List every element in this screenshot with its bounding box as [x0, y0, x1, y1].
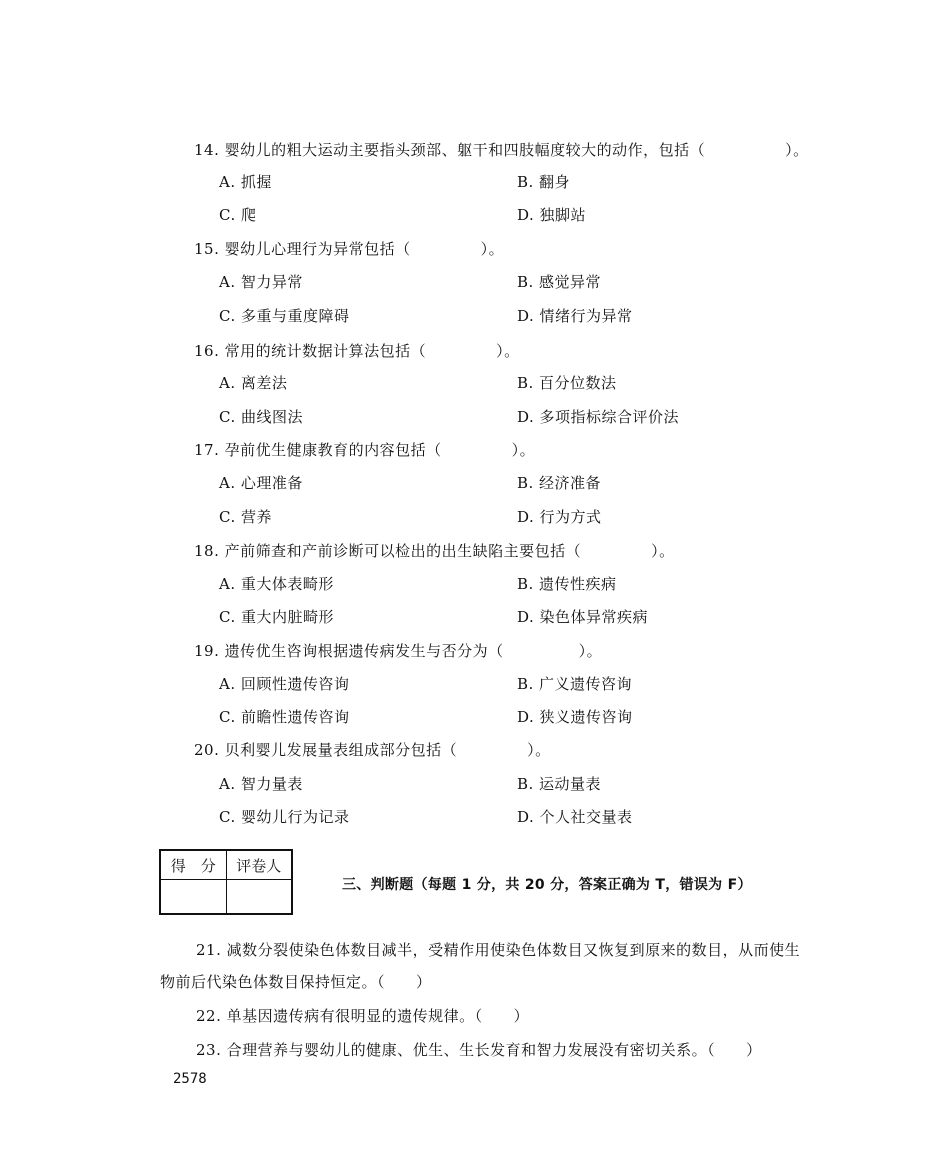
question-16-option-a: A. 离差法 — [219, 374, 288, 392]
question-15-option-a: A. 智力异常 — [219, 273, 303, 291]
question-18-stem — [194, 541, 675, 561]
question-19-option-a: A. 回顾性遗传咨询 — [219, 675, 350, 693]
question-20-stem — [194, 740, 551, 760]
question-21-line1: 21. 减数分裂使染色体数目减半，受精作用使染色体数目又恢复到原来的数目，从而使生 — [196, 941, 801, 959]
score-label: 得 分 — [160, 850, 226, 880]
question-23: 23. 合理营养与婴幼儿的健康、优生、生长发育和智力发展没有密切关系。（ ） — [196, 1041, 762, 1059]
question-16-option-d: D. 多项指标综合评价法 — [517, 408, 680, 426]
question-19-stem — [194, 641, 602, 661]
question-20-option-d: D. 个人社交量表 — [517, 808, 633, 826]
question-17-stem — [194, 440, 535, 460]
score-cell — [160, 880, 226, 915]
question-text: 婴幼儿心理行为异常包括（ — [224, 240, 411, 258]
question-number: 16. — [194, 342, 220, 360]
question-15-stem — [194, 239, 504, 259]
question-18-option-d: D. 染色体异常疾病 — [517, 608, 649, 626]
question-18-option-a: A. 重大体表畸形 — [219, 575, 334, 593]
question-18-option-b: B. 遗传性疾病 — [517, 575, 617, 593]
question-14-option-c: C. 爬 — [219, 206, 257, 224]
page-number: 2578 — [173, 1071, 207, 1087]
question-18-option-c: C. 重大内脏畸形 — [219, 608, 334, 626]
question-text: 常用的统计数据计算法包括（ — [224, 342, 427, 360]
question-close: ）。 — [527, 741, 551, 759]
question-19-option-d: D. 狭义遗传咨询 — [517, 708, 633, 726]
question-14-stem — [194, 140, 809, 160]
question-close: ）。 — [785, 141, 809, 159]
question-close: ）。 — [651, 542, 675, 560]
question-number: 20. — [194, 741, 220, 759]
question-16-option-b: B. 百分位数法 — [517, 374, 617, 392]
question-20-option-a: A. 智力量表 — [219, 775, 303, 793]
question-19-option-b: B. 广义遗传咨询 — [517, 675, 633, 693]
question-text: 孕前优生健康教育的内容包括（ — [224, 441, 442, 459]
question-19-option-c: C. 前瞻性遗传咨询 — [219, 708, 350, 726]
question-16-stem — [194, 341, 520, 361]
question-15-option-b: B. 感觉异常 — [517, 273, 602, 291]
grader-label: 评卷人 — [226, 850, 292, 880]
question-number: 18. — [194, 542, 220, 560]
question-number: 19. — [194, 642, 220, 660]
question-close: ）。 — [511, 441, 536, 459]
grader-cell — [226, 880, 292, 915]
question-15-option-d: D. 情绪行为异常 — [517, 307, 633, 325]
question-text: 遗传优生咨询根据遗传病发生与否分为（ — [224, 642, 504, 660]
question-22: 22. 单基因遗传病有很明显的遗传规律。（ ） — [196, 1007, 530, 1025]
question-text: 贝利婴儿发展量表组成部分包括（ — [224, 741, 458, 759]
question-14-option-a: A. 抓握 — [219, 173, 272, 191]
question-16-option-c: C. 曲线图法 — [219, 408, 303, 426]
score-box — [159, 849, 293, 915]
question-close: ）。 — [480, 240, 505, 258]
question-20-option-c: C. 婴幼儿行为记录 — [219, 808, 350, 826]
question-17-option-a: A. 心理准备 — [219, 474, 303, 492]
question-17-option-d: D. 行为方式 — [517, 508, 602, 526]
question-number: 17. — [194, 441, 220, 459]
question-15-option-c: C. 多重与重度障碍 — [219, 307, 350, 325]
question-21-line2: 物前后代染色体数目保持恒定。（ ） — [160, 973, 432, 991]
question-close: ）。 — [578, 642, 603, 660]
section-title: 三、判断题（每题 1 分，共 20 分，答案正确为 T，错误为 F） — [342, 877, 752, 893]
question-20-option-b: B. 运动量表 — [517, 775, 602, 793]
question-17-option-c: C. 营养 — [219, 508, 272, 526]
question-14-option-d: D. 独脚站 — [517, 206, 587, 224]
question-number: 15. — [194, 240, 220, 258]
question-text: 产前筛查和产前诊断可以检出的出生缺陷主要包括（ — [224, 542, 582, 560]
question-text: 婴幼儿的粗大运动主要指头颈部、躯干和四肢幅度较大的动作，包括（ — [224, 141, 706, 159]
question-number: 14. — [194, 141, 220, 159]
question-14-option-b: B. 翻身 — [517, 173, 571, 191]
question-close: ）。 — [496, 342, 520, 360]
question-17-option-b: B. 经济准备 — [517, 474, 602, 492]
